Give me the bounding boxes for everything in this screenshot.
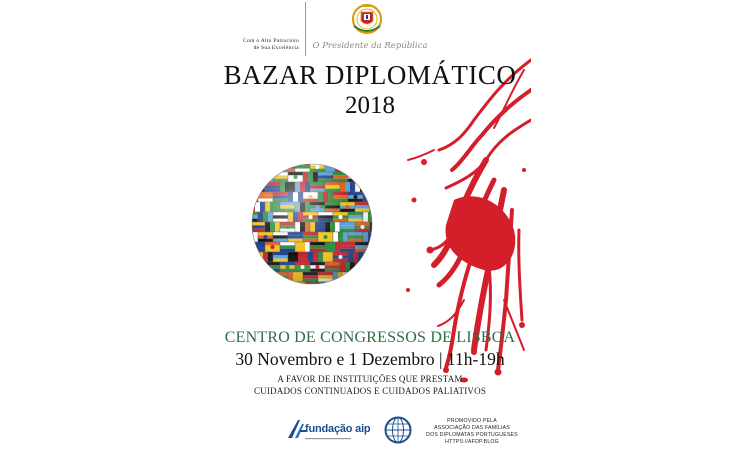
flag-tile-stripe bbox=[370, 262, 374, 265]
flag-tile-stripe bbox=[250, 262, 265, 265]
flag-tile-stripe bbox=[255, 282, 260, 286]
flag-tile-stripe bbox=[258, 279, 273, 282]
flag-tile-stripe bbox=[370, 162, 374, 165]
flag-tile-border bbox=[265, 162, 280, 172]
flag-tile-stripe bbox=[370, 165, 374, 168]
flag-tile-stripe bbox=[263, 172, 268, 182]
flag-tile-stripe bbox=[250, 182, 265, 185]
flag-tile-border bbox=[250, 282, 265, 286]
flag-tile-stripe bbox=[358, 272, 363, 282]
flag-tile-stripe bbox=[370, 169, 374, 172]
flag-tile-stripe bbox=[373, 192, 374, 202]
flag-tile-border bbox=[355, 282, 370, 286]
flag-tile-stripe bbox=[370, 182, 374, 185]
fundacao-aip-name: fundação aip bbox=[305, 423, 371, 435]
flag-tile-border bbox=[370, 242, 374, 252]
flag-tile-stripe bbox=[370, 265, 374, 268]
event-title: BAZAR DIPLOMÁTICO bbox=[223, 60, 517, 90]
flag-tile-border bbox=[250, 162, 265, 172]
flag-tile-stripe bbox=[250, 185, 265, 188]
patronage-text bbox=[227, 38, 299, 51]
flag-tile-stripe bbox=[273, 279, 288, 282]
flag-tile-stripe bbox=[250, 265, 265, 268]
flag-tile-stripe bbox=[340, 165, 355, 168]
flag-tile-stripe bbox=[368, 252, 373, 262]
afdp-line-1: PROMOVIDO PELA bbox=[447, 418, 497, 424]
flag-tile-emblem bbox=[250, 255, 253, 259]
event-dates: 30 Novembro e 1 Dezembro | 11h-19h bbox=[235, 349, 505, 369]
flag-tile-stripe bbox=[348, 272, 353, 282]
patronage-line-2: de Sua Excelência bbox=[253, 44, 299, 51]
flag-tile-stripe bbox=[280, 162, 295, 165]
flag-tile-stripe bbox=[373, 212, 374, 222]
flag-tile-stripe bbox=[355, 282, 360, 286]
afdp-promoter-text bbox=[417, 418, 527, 446]
flag-tile-border bbox=[348, 272, 363, 282]
flag-tile-stripe bbox=[258, 172, 263, 182]
flag-tile-border bbox=[363, 172, 374, 182]
flag-tile-stripe bbox=[355, 169, 370, 172]
flag-tile-border bbox=[325, 282, 340, 286]
flag-tile-stripe bbox=[360, 282, 365, 286]
flag-tile-stripe bbox=[250, 162, 265, 165]
flag-tile-stripe bbox=[355, 165, 370, 168]
flag-tile-stripe bbox=[265, 162, 280, 165]
flag-tile-stripe bbox=[250, 269, 265, 272]
flag-tile-stripe bbox=[370, 205, 374, 208]
flag-tile-stripe bbox=[280, 282, 285, 286]
flag-tile-stripe bbox=[250, 282, 255, 286]
flag-tile-stripe bbox=[368, 172, 373, 182]
flag-tile-stripe bbox=[250, 172, 253, 182]
afdp-globe-logo-icon bbox=[384, 416, 412, 444]
flag-tile-stripe bbox=[363, 279, 374, 282]
flag-tile-emblem bbox=[346, 285, 350, 286]
fundacao-aip-tagline-mark bbox=[305, 437, 351, 442]
flag-tile-stripe bbox=[365, 262, 370, 272]
flag-tile-stripe bbox=[370, 202, 374, 205]
coat-of-arms-icon bbox=[346, 2, 388, 36]
flag-tile-border bbox=[363, 252, 374, 262]
flag-tile-border bbox=[265, 282, 280, 286]
presidency-signature: O Presidente da República bbox=[312, 41, 428, 51]
flag-tile-border bbox=[340, 162, 355, 172]
flag-tile-border bbox=[250, 262, 265, 272]
flag-tile-emblem bbox=[264, 275, 268, 279]
flag-tile-stripe bbox=[365, 282, 370, 286]
flag-tile-border bbox=[258, 272, 273, 282]
flag-tile-stripe bbox=[265, 285, 280, 286]
flag-tile-stripe bbox=[290, 282, 295, 286]
flag-tile-stripe bbox=[260, 282, 265, 286]
afdp-line-2: ASSOCIAÇÃO DAS FAMÍLIAS bbox=[434, 425, 510, 431]
afdp-line-3: DOS DIPLOMATAS PORTUGUESES bbox=[426, 432, 518, 438]
flag-tile-stripe bbox=[265, 169, 280, 172]
flag-tile-stripe bbox=[250, 169, 265, 172]
flag-tile-stripe bbox=[340, 169, 355, 172]
flag-tile-stripe bbox=[250, 275, 258, 278]
flag-tile-border bbox=[370, 162, 374, 172]
header-divider bbox=[305, 2, 306, 56]
flag-tile-stripe bbox=[265, 282, 280, 285]
flag-tile-stripe bbox=[258, 275, 273, 278]
flag-tile-stripe bbox=[363, 275, 374, 278]
flag-tile-stripe bbox=[365, 182, 370, 192]
flag-tile-border bbox=[250, 172, 258, 182]
venue-name: CENTRO DE CONGRESSOS DE LISBOA bbox=[224, 329, 516, 346]
flag-tile-stripe bbox=[373, 252, 374, 262]
afdp-line-4: HTTPS://AFDP.BLOG bbox=[445, 439, 499, 445]
flag-tile-stripe bbox=[360, 262, 365, 272]
flag-tile-stripe bbox=[370, 269, 374, 272]
flag-tile-stripe bbox=[340, 282, 355, 285]
flag-tile-border bbox=[370, 262, 374, 272]
cause-line-1: A FAVOR DE INSTITUIÇÕES QUE PRESTAM bbox=[277, 374, 463, 384]
flag-tile-stripe bbox=[250, 255, 258, 258]
flag-tile-stripe bbox=[355, 162, 370, 165]
flag-tile-stripe bbox=[250, 192, 253, 202]
flag-tile-stripe bbox=[348, 172, 363, 175]
flag-tile-stripe bbox=[258, 272, 273, 275]
flag-tile-stripe bbox=[353, 272, 358, 282]
flag-tile-stripe bbox=[340, 162, 355, 165]
event-year: 2018 bbox=[345, 92, 395, 119]
flag-tile-stripe bbox=[370, 189, 374, 192]
flag-tile-stripe bbox=[370, 285, 374, 286]
flag-tile-stripe bbox=[373, 232, 374, 242]
patronage-line-1: Com o Alto Patrocínio bbox=[243, 38, 299, 44]
flag-tile-stripe bbox=[368, 192, 373, 202]
flag-tile-border bbox=[363, 272, 374, 282]
flag-tile-stripe bbox=[363, 272, 374, 275]
flag-tile-emblem bbox=[250, 275, 253, 279]
flag-tile-stripe bbox=[373, 172, 374, 182]
flag-tile-stripe bbox=[370, 242, 374, 252]
flag-tile-stripe bbox=[370, 282, 374, 285]
flag-tile-stripe bbox=[250, 272, 258, 275]
cause-line-2: CUIDADOS CONTINUADOS E CUIDADOS PALIATIVOS bbox=[253, 386, 487, 396]
flag-tile-stripe bbox=[250, 242, 255, 252]
flag-tile-emblem bbox=[256, 185, 260, 189]
flag-tile-stripe bbox=[335, 282, 340, 286]
poster bbox=[209, 0, 531, 462]
flag-tile-border bbox=[280, 282, 295, 286]
flag-tile-stripe bbox=[253, 172, 258, 182]
flag-tile-border bbox=[355, 162, 370, 172]
flag-tile-stripe bbox=[370, 185, 374, 188]
flag-tile-border bbox=[250, 272, 258, 282]
flag-tile-stripe bbox=[363, 172, 368, 182]
flag-tile-border bbox=[250, 252, 258, 262]
flag-tile-stripe bbox=[340, 285, 355, 286]
flag-tile-border bbox=[340, 282, 355, 286]
flag-tile-stripe bbox=[250, 165, 265, 168]
flag-tile-stripe bbox=[330, 282, 335, 286]
flag-tile-border bbox=[370, 282, 374, 286]
flag-tile-stripe bbox=[265, 165, 280, 168]
flag-tile-stripe bbox=[285, 282, 290, 286]
flag-tile-stripe bbox=[250, 259, 258, 262]
flag-tile-border bbox=[370, 182, 374, 192]
flags-globe-illustration bbox=[250, 162, 374, 286]
flag-tile-stripe bbox=[250, 279, 258, 282]
flag-tile-stripe bbox=[250, 252, 258, 255]
